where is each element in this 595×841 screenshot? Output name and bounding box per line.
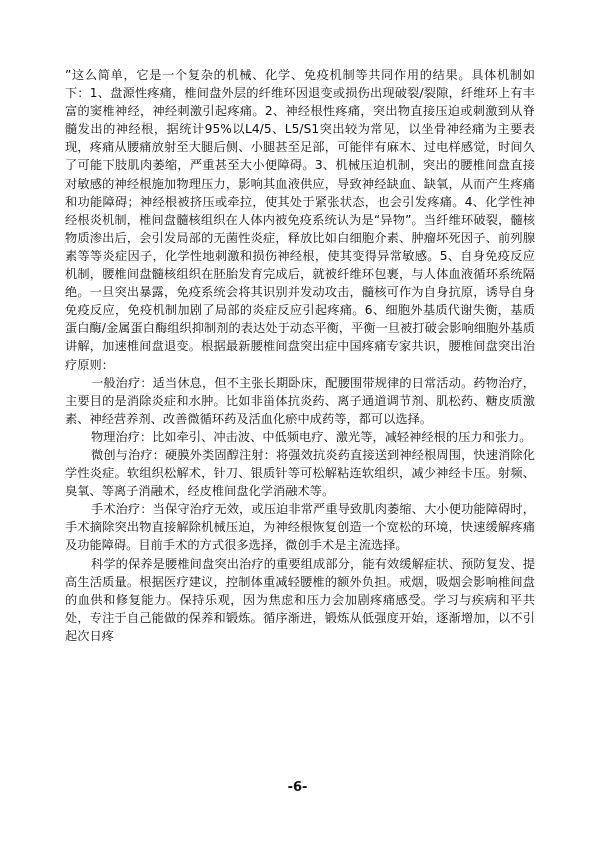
paragraph-general-treatment: 一般治疗：适当休息，但不主张长期卧床，配腰围带规律的日常活动。药物治疗，主要目的是消除炎症和水肿。比如非甾体抗炎药、离子通道调节剂、肌松药、糖皮质激素、神经营养剂、改善微循环药及活血化瘀中成药等，都可以选择。 <box>65 375 535 426</box>
paragraph-mechanisms: ”这么简单，它是一个复杂的机械、化学、免疫机制等共同作用的结果。具体机制如下：1、盘源性疼痛，椎间盘外层的纤维环因退变或损伤出现破裂/裂隙，纤维环上有丰富的窦椎神经，神经刺激引起疼痛。2、神经根性疼痛，突出物直接压迫或刺激到从脊髓发出的神经根，据统计95%以L4/5、L5/S1突出较为常见，以坐骨神经痛为主要表现，疼痛从腰痛放射至大腿后侧、小腿甚至足部，可能伴有麻木、过电样感觉，时间久了可能下肢肌肉萎缩，严重甚至大小便障碍。3、机械压迫机制，突出的腰椎间盘直接对敏感的神经根施加物理压力，影响其血液供应，导致神经缺血、缺氧，从而产生疼痛和功能障碍；神经根被挤压或牵拉，使其处于紧张状态，也会引发疼痛。4、化学性神经根炎机制，椎间盘髓核组织在人体内被免疫系统认为是“异物”。当纤维环破裂，髓核物质渗出后，会引发局部的无菌性炎症，释放比如白细胞介素、肿瘤坏死因子、前列腺素等等炎症因子，化学性地刺激和损伤神经根，使其变得异常敏感。5、自身免疫反应机制，腰椎间盘髓核组织在胚胎发育完成后，就被纤维环包裹，与人体血液循环系统隔绝。一旦突出暴露，免疫系统会将其识别并发动攻击，髓核可作为自身抗原，诱导自身免疫反应，免疫机制加剧了局部的炎症反应引起疼痛。6、细胞外基质代谢失衡，基质蛋白酶/金属蛋白酶组织抑制剂的表达处于动态平衡，平衡一旦被打破会影响细胞外基质讲解，加速椎间盘退变。根据最新腰椎间盘突出症中国疼痛专家共识，腰椎间盘突出治疗原则： <box>65 68 535 372</box>
page-number: -6- <box>287 780 308 795</box>
paragraph-physical-therapy: 物理治疗：比如牵引、冲击波、中低频电疗、激光等，减轻神经根的压力和张力。 <box>91 429 532 444</box>
paragraph-minimally-invasive: 微创与治疗：硬膜外类固醇注射：将强效抗炎药直接送到神经根周围，快速消除化学性炎症。软组织松解术，针刀、银质针等可松解粘连软组织，减少神经卡压。射频、臭氧、等离子消融术，经皮椎间盘化学消融术等。 <box>65 447 535 499</box>
paragraph-surgery: 手术治疗：当保守治疗无效，或压迫非常严重导致肌肉萎缩、大小便功能障碍时，手术摘除突出物直接解除机械压迫，为神经根恢复创造一个宽松的环境，快速缓解疼痛及功能障碍。目前手术的方式很多选择，微创手术是主流选择。 <box>65 502 535 553</box>
paragraph-care: 科学的保养是腰椎间盘突出治疗的重要组成部分，能有效缓解症状、预防复发、提高生活质量。根据医疗建议，控制体重减轻腰椎的额外负担。戒烟，吸烟会影响椎间盘的血供和修复能力。保持乐观，因为焦虑和压力会加剧疼痛感受。学习与疾病和平共处，专注于自己能做的保养和锻炼。循序渐进，锻炼从低强度开始，逐渐增加，以不引起次日疼 <box>65 556 535 643</box>
body-text <box>65 66 535 645</box>
